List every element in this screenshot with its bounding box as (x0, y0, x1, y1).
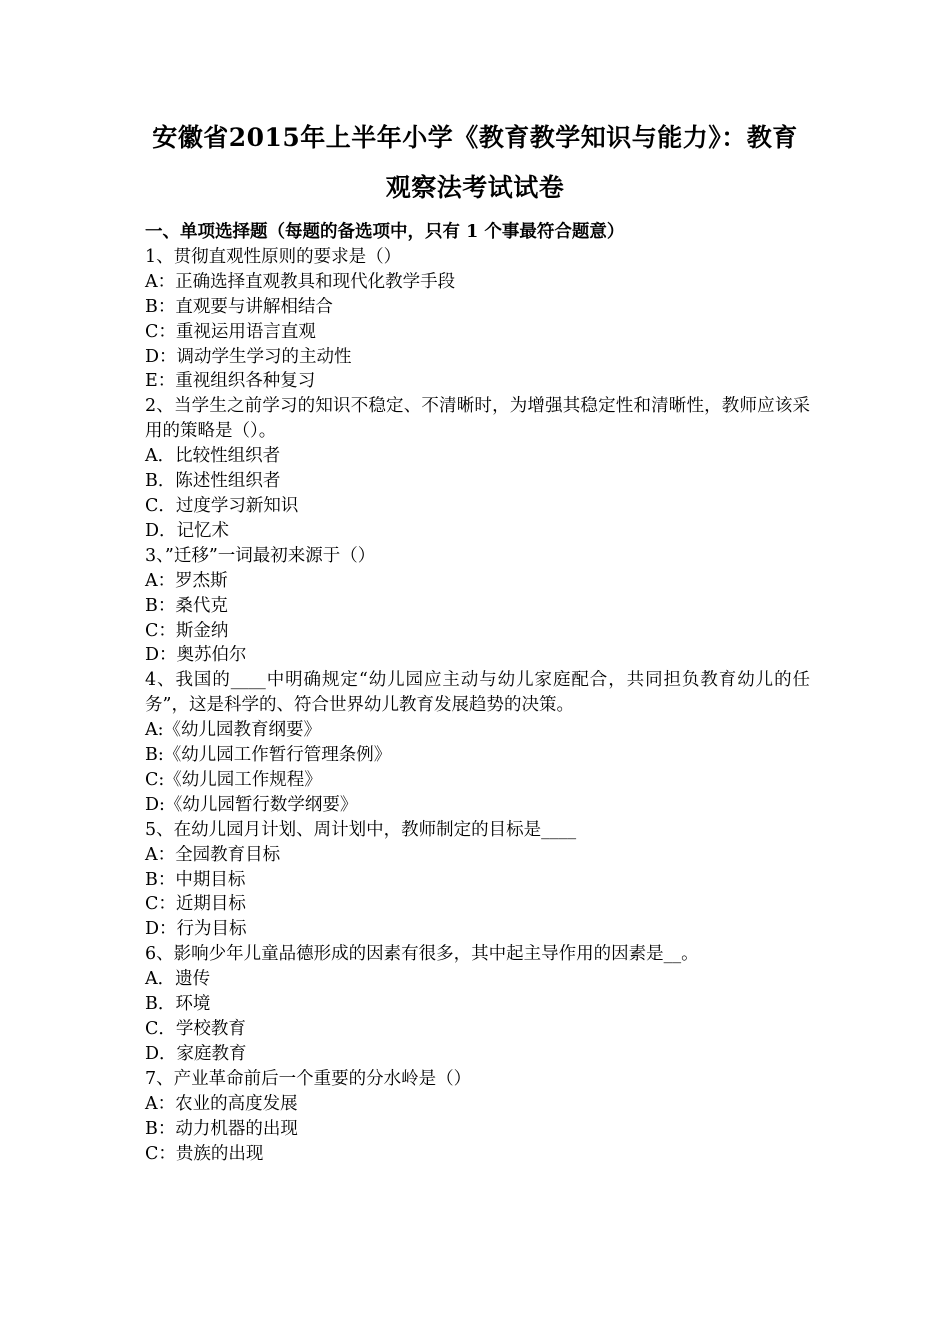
option-d: D:《幼儿园暂行数学纲要》 (145, 794, 358, 815)
question-2 (145, 394, 810, 543)
question-text: 5、在幼儿园月计划、周计划中，教师制定的目标是____ (145, 819, 577, 840)
section-heading: 一、单项选择题（每题的备选项中，只有 1 个事最符合题意） (145, 222, 625, 242)
question-text: 1、贯彻直观性原则的要求是（） (145, 246, 402, 267)
option-a: A：全园教育目标 (145, 844, 281, 865)
option-c: C：贵族的出现 (145, 1143, 264, 1164)
option-d: D．家庭教育 (145, 1043, 247, 1064)
question-3 (145, 544, 810, 669)
option-a: A：罗杰斯 (145, 570, 228, 591)
question-5 (145, 818, 810, 943)
option-a: A．比较性组织者 (145, 446, 281, 467)
option-d: D．记忆术 (145, 520, 230, 541)
question-text: 3、”迁移”一词最初来源于（） (145, 545, 376, 566)
option-c: C：近期目标 (145, 894, 246, 915)
option-d: D：调动学生学习的主动性 (145, 346, 352, 367)
question-text: 4、我国的____中明确规定“幼儿园应主动与幼儿家庭配合，共同担负教育幼儿的任务”，这是科学的、符合世界幼儿教育发展趋势的决策。 (145, 670, 810, 716)
document-title-line-2: 观察法考试试卷 (385, 173, 565, 202)
option-a: A．遗传 (145, 969, 211, 990)
option-d: D：奥苏伯尔 (145, 645, 247, 666)
question-4 (145, 668, 810, 817)
question-6 (145, 942, 810, 1067)
option-a: A：正确选择直观教具和现代化教学手段 (145, 271, 456, 292)
option-b: B．陈述性组织者 (145, 471, 281, 492)
option-b: B：直观要与讲解相结合 (145, 296, 333, 317)
document-body (145, 220, 810, 1166)
option-b: B：中期目标 (145, 869, 246, 890)
question-1 (145, 245, 810, 394)
option-c: C．学校教育 (145, 1019, 246, 1039)
option-a: A:《幼儿园教育纲要》 (145, 720, 322, 741)
option-a: A：农业的高度发展 (145, 1093, 298, 1114)
document-title-line-1: 安徽省2015年上半年小学《教育教学知识与能力》：教育 (152, 123, 798, 152)
option-c: C．过度学习新知识 (145, 495, 299, 516)
option-c: C：重视运用语言直观 (145, 321, 316, 342)
question-text: 2、当学生之前学习的知识不稳定、不清晰时，为增强其稳定性和清晰性，教师应该采用的策略是（）。 (145, 396, 810, 442)
option-b: B．环境 (145, 994, 211, 1015)
option-b: B：桑代克 (145, 595, 228, 616)
question-text: 7、产业革命前后一个重要的分水岭是（） (145, 1068, 472, 1089)
option-c: C：斯金纳 (145, 620, 229, 641)
option-e: E：重视组织各种复习 (145, 371, 316, 392)
option-d: D：行为目标 (145, 919, 247, 940)
option-b: B:《幼儿园工作暂行管理条例》 (145, 745, 392, 766)
option-c: C:《幼儿园工作规程》 (145, 769, 322, 790)
question-text: 6、影响少年儿童品德形成的因素有很多，其中起主导作用的因素是__。 (145, 944, 699, 965)
question-7 (145, 1067, 810, 1167)
option-b: B：动力机器的出现 (145, 1118, 298, 1139)
